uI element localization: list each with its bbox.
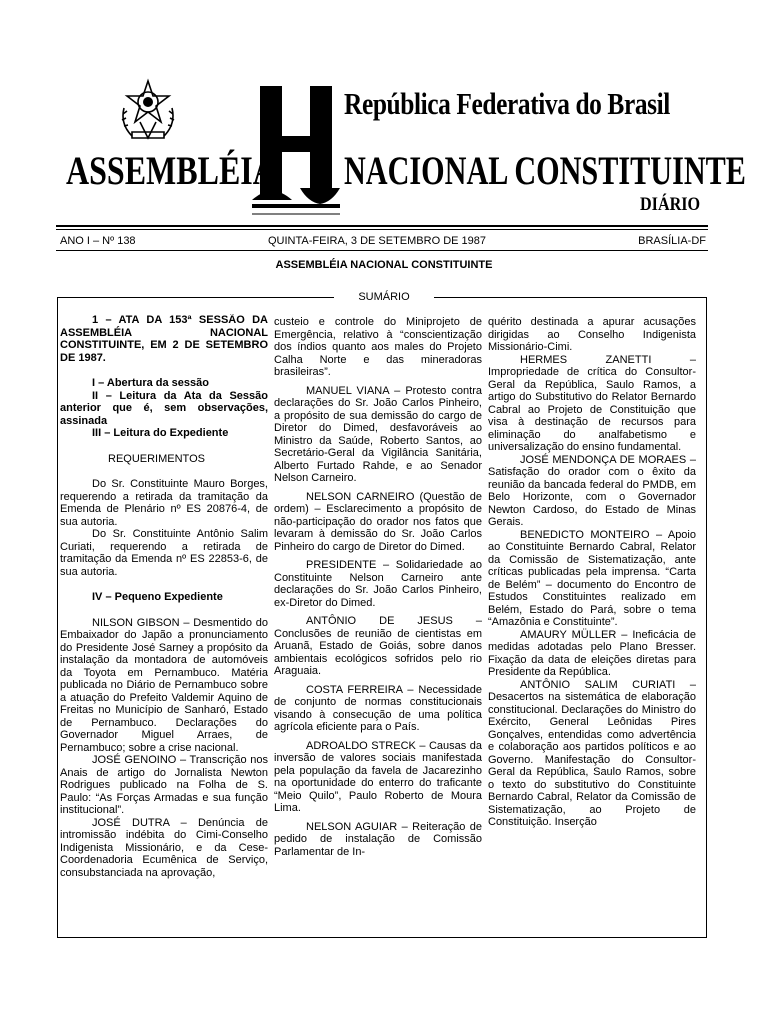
masthead-rule	[56, 225, 708, 227]
section-title: ASSEMBLÉIA NACIONAL CONSTITUINTE	[275, 259, 493, 271]
republic-title: República Federativa do Brasil	[344, 86, 670, 121]
summary-column-3	[488, 316, 696, 936]
edition-number: ANO I – Nº 138	[60, 235, 136, 247]
summary-entry: BENEDICTO MONTEIRO – Apoio ao Constituinte Bernardo Cabral, Relator da Comissão de Sistematização, ante críticas publicadas pela imprensa. “Carta de Belém” – documento do Encontro de Estudos Constituintes realizado em Belém, Estado do Pará, sobre o tema “Amazônia e Constituinte”.	[488, 528, 696, 628]
summary-entry: NILSON GIBSON – Desmentido do Embaixador do Japão a pronunciamento do Presidente José Sarney a propósito da instalação da montadora de automóveis da Toyota em Pernambuco. Matéria publicada no Diário de Pernambuco sobre a atuação do Prefeito Valdemir Aquino de Freitas no Município de Sanharó, Estado de Pernambuco. Declarações do Governador Miguel Arraes, de Pernambuco; sobre a crise nacional.	[60, 616, 268, 754]
summary-entry: Do Sr. Constituinte Mauro Borges, requerendo a retirada da tramitação da Emenda de Plenário nº ES 20876-4, de sua autoria.	[60, 478, 268, 528]
summary-entry: MANUEL VIANA – Protesto contra declarações do Sr. João Carlos Pinheiro, a propósito de sua demissão do cargo de Diretor do Dimed, desfavoráveis ao Ministro da Saúde, Roberto Santos, ao Secretário-Geral da Vigilância Sanitária, Alberto Furtado Rahde, e ao Senador Nelson Carneiro.	[274, 384, 482, 484]
edition-place: BRASÍLIA-DF	[638, 235, 706, 247]
summary-entry: IV – Pequeno Expediente	[92, 591, 223, 603]
summary-entry: NELSON AGUIAR – Reiteração de pedido de instalação de Comissão Parlamentar de In-	[274, 820, 482, 858]
coat-of-arms-icon	[118, 78, 178, 144]
summary-entry: JOSÉ MENDONÇA DE MORAES – Satisfação do orador com o êxito da reunião da bancada federal do PMDB, em Belo Horizonte, com o Governador Newton Cardoso, do Estado de Minas Gerais.	[488, 453, 696, 528]
summary-title: SUMÁRIO	[334, 290, 434, 304]
masthead-right-words: NACIONAL CONSTITUINTE	[344, 148, 746, 193]
edition-line	[60, 233, 706, 249]
summary-entry: NELSON CARNEIRO (Questão de ordem) – Esclarecimento a propósito de não-participação do orador nos fatos que levaram à demissão do Sr. João Carlos Pinheiro do cargo de Diretor do Dimed.	[274, 490, 482, 553]
masthead-left-word: ASSEMBLÉIA	[66, 148, 276, 193]
summary-entry: ADROALDO STRECK – Causas da inversão de valores sociais manifestada pela população da favela de Jacarezinho na oportunidade do enterro do traficante “Meio Quilo”, Paulo Roberto de Moura Lima.	[274, 739, 482, 814]
summary-entry: III – Leitura do Expediente	[92, 427, 229, 439]
masthead-rule-thin	[56, 229, 708, 230]
summary-entry: AMAURY MÜLLER – Ineficácia de medidas adotadas pelo Plano Bresser. Fixação da data de eleições diretas para Presidente da República.	[488, 628, 696, 678]
summary-entry: custeio e controle do Miniprojeto de Emergência, relativo à “conscientização dos índios quanto aos males do Projeto Calha Norte e das mineradoras brasileiras”.	[274, 316, 482, 378]
summary-entry: quérito destinada a apurar acusações dirigidas ao Conselho Indigenista Missionário-Cimi.	[488, 316, 696, 353]
summary-entry: ANTÔNIO SALIM CURIATI – Desacertos na sistemática de elaboração constitucional. Declarações do Ministro do Exército, General Leônidas Pires Gonçalves, entendidas como advertência e colaboração aos partidos políticos e ao Governo. Manifestação do Consultor-Geral da República, Saulo Ramos, sobre o texto do substitutivo do Constituinte Bernardo Cabral, Relator da Comissão de Sistematização, ao Projeto de Constituição. Inserção	[488, 678, 696, 828]
summary-entry: JOSÉ GENOINO – Transcrição nos Anais de artigo do Jornalista Newton Rodrigues publicado na Folha de S. Paulo: “As Forças Armadas e sua função institucional”.	[60, 754, 268, 816]
summary-entry: PRESIDENTE – Solidariedade ao Constituinte Nelson Carneiro ante declarações do Sr. João Carlos Pinheiro, ex-Diretor do Dimed.	[274, 559, 482, 609]
summary-entry: JOSÉ DUTRA – Denúncia de intromissão indébita do Cimi-Conselho Indigenista Missionário, e da Cese-Coordenadoria Ecumênica de Serviço, consubstanciada na aprovação,	[60, 816, 268, 879]
summary-entry: ANTÔNIO DE JESUS – Conclusões de reunião de cientistas em Aruanã, Estado de Goiás, sobre danos ambientais ecológicos sofridos pelo rio Araguaia.	[274, 615, 482, 677]
summary-entry: REQUERIMENTOS	[108, 452, 205, 465]
summary-entry: HERMES ZANETTI – Impropriedade de crítica do Consultor-Geral da República, Saulo Ramos, a artigo do Substitutivo do Relator Bernardo Cabral ao Projeto de Constituição que visa à destinação de recursos para eliminação do analfabetismo e universalização do ensino fundamental.	[488, 353, 696, 453]
summary-entry: Do Sr. Constituinte Antônio Salim Curiati, requerendo a retirada de tramitação da Emenda nº ES 22853-6, de sua autoria.	[60, 528, 268, 578]
summary-entry: I – Abertura da sessão	[92, 377, 209, 389]
masthead-diario: DIÁRIO	[640, 194, 701, 215]
edition-date: QUINTA-FEIRA, 3 DE SETEMBRO DE 1987	[268, 235, 487, 247]
summary-entry: II – Leitura da Ata da Sessão anterior que é, sem observações, assinada	[60, 389, 268, 427]
edition-rule	[56, 250, 708, 251]
summary-column-1	[60, 314, 268, 934]
summary-entry: 1 – ATA DA 153ª SESSÃO DA ASSEMBLÉIA NACIONAL CONSTITUINTE, EM 2 DE SETEMBRO DE 1987.	[60, 314, 268, 364]
summary-column-2	[274, 316, 482, 936]
summary-entry: COSTA FERREIRA – Necessidade de conjunto de normas constitucionais visando à consecução de uma política agrícola eficiente para o País.	[274, 683, 482, 733]
